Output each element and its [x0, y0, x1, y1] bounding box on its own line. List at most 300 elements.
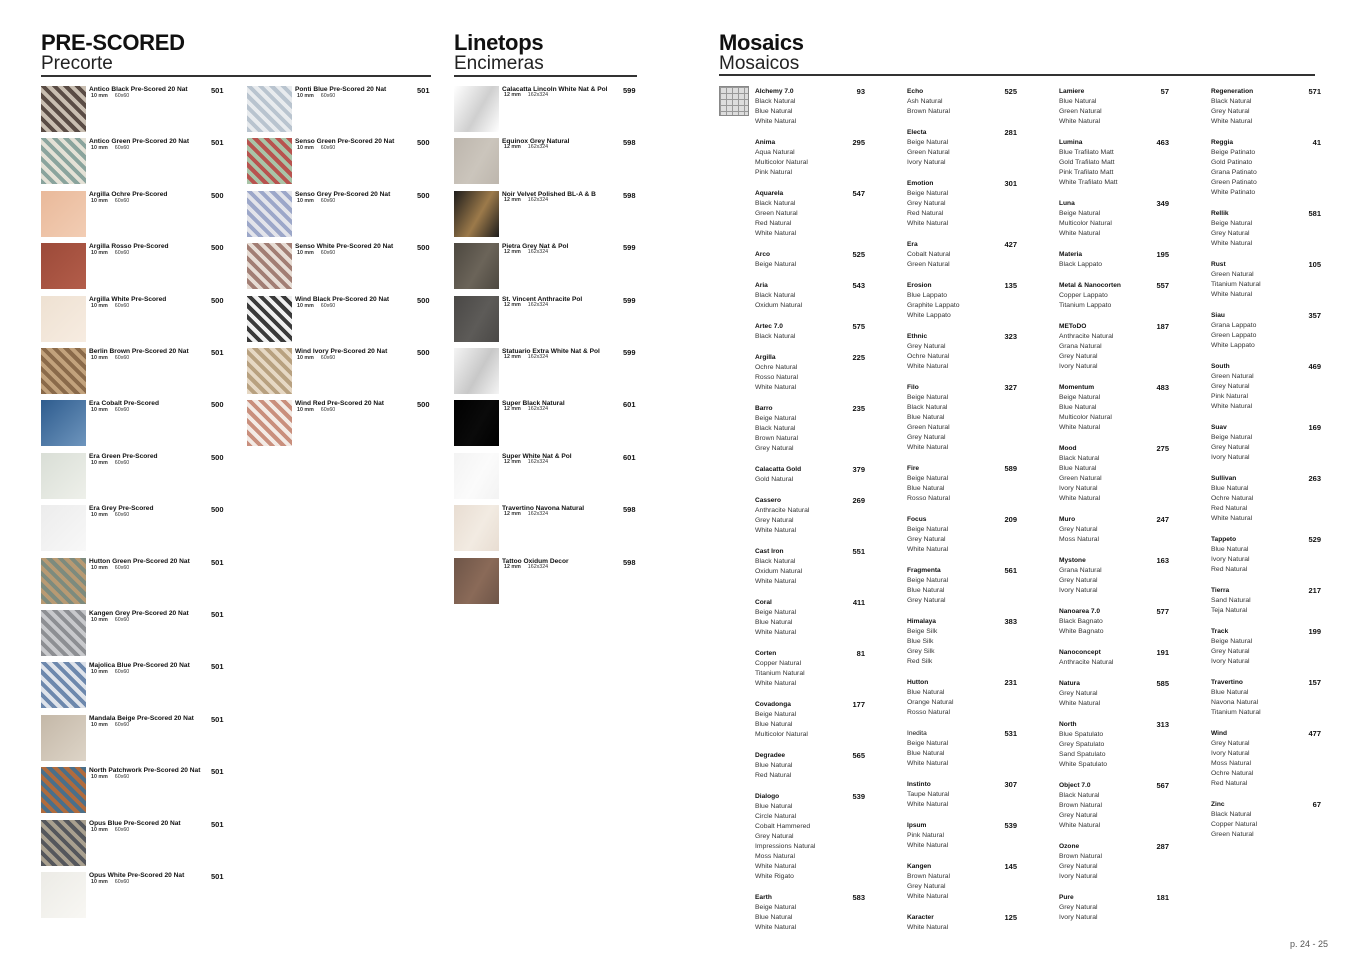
product-spec — [504, 144, 548, 150]
product-thickness: 12 mm — [504, 354, 521, 360]
tile-swatch-image — [247, 138, 292, 184]
product-page: 500 — [211, 190, 224, 200]
mosaic-page: 551 — [852, 547, 865, 556]
mosaic-column — [907, 87, 1017, 944]
mosaic-page: 529 — [1308, 535, 1321, 544]
mosaic-finish: Blue Natural — [907, 414, 945, 421]
product-page: 599 — [623, 348, 636, 357]
tile-swatch-image — [41, 820, 86, 866]
mosaic-finish: Pink Natural — [1211, 393, 1249, 400]
product-thickness: 10 mm — [297, 250, 314, 257]
product-thickness: 10 mm — [297, 302, 314, 309]
mosaic-item — [755, 547, 865, 587]
mosaic-finish: Navona Natural — [1211, 699, 1259, 706]
mosaic-item — [1211, 311, 1321, 351]
mosaic-finish: Blue Trafilato Matt — [1059, 149, 1114, 156]
product-thickness: 12 mm — [504, 301, 521, 308]
mosaic-item — [755, 322, 865, 342]
linetop-item — [454, 505, 639, 555]
mosaic-finish: Multicolor Natural — [755, 159, 808, 166]
prescored-item — [247, 86, 447, 134]
product-name: Argilla White Pre-Scored — [89, 295, 167, 303]
mosaic-page: 281 — [1004, 128, 1017, 137]
mosaic-finish: Beige Natural — [907, 475, 949, 482]
mosaic-item — [907, 678, 1017, 718]
mosaic-finish: Impressions Natural — [755, 843, 816, 850]
mosaic-finish: Anthracite Natural — [755, 507, 810, 514]
mosaic-finish: Blue Natural — [1211, 546, 1249, 553]
tile-swatch-image — [41, 296, 86, 342]
product-page: 501 — [211, 348, 224, 357]
product-name: Wind Red Pre-Scored 20 Nat — [295, 400, 384, 408]
mosaic-name: Himalaya — [907, 618, 936, 625]
product-size: 60x60 — [114, 617, 130, 623]
mosaic-finish: Pink Trafilato Matt — [1059, 169, 1114, 176]
product-spec — [91, 774, 129, 780]
mosaic-finish: Blue Natural — [755, 762, 793, 769]
mosaic-finish: White Natural — [1211, 118, 1253, 125]
mosaic-finish: White Natural — [907, 444, 949, 451]
tile-swatch-image — [41, 453, 86, 499]
product-thickness: 12 mm — [504, 196, 521, 203]
product-spec — [297, 250, 335, 256]
mosaic-name: Calacatta Gold — [755, 466, 802, 473]
product-spec — [504, 92, 548, 98]
mosaic-item — [907, 383, 1017, 453]
mosaic-finish: Grey Silk — [907, 648, 935, 655]
product-name: Era Cobalt Pre-Scored — [89, 400, 159, 408]
mosaic-name: Cast Iron — [755, 548, 784, 555]
mosaic-page: 187 — [1156, 322, 1169, 331]
mosaic-item — [1059, 679, 1169, 709]
product-thickness: 10 mm — [91, 512, 108, 519]
mosaic-finish: Cobalt Hammered — [755, 823, 811, 830]
mosaic-item — [907, 179, 1017, 229]
mosaic-finish: White Natural — [1059, 700, 1101, 707]
mosaic-finish: White Natural — [755, 924, 797, 931]
mosaic-finish: Multicolor Natural — [1059, 220, 1112, 227]
mosaic-finish: Multicolor Natural — [1059, 414, 1112, 421]
product-size: 162x324 — [527, 249, 549, 256]
product-page: 501 — [211, 86, 224, 95]
mosaic-name: Nanoarea 7.0 — [1059, 608, 1101, 615]
mosaic-page: 349 — [1156, 199, 1169, 208]
mosaic-item — [1211, 535, 1321, 575]
mosaic-name: Emotion — [907, 180, 934, 187]
product-name: Argilla Rosso Pre-Scored — [89, 243, 169, 251]
product-name: Noir Velvet Polished BL-A & B — [502, 190, 596, 198]
mosaic-finish: Ivory Natural — [1059, 363, 1098, 370]
mosaic-finish: Red Silk — [907, 658, 933, 665]
mosaic-finish: Aqua Natural — [755, 149, 795, 156]
mosaic-page: 323 — [1004, 332, 1017, 341]
mosaic-name: Covadonga — [755, 701, 791, 708]
product-page: 501 — [211, 138, 224, 148]
mosaic-item — [755, 404, 865, 454]
mosaic-finish: Grey Natural — [1059, 353, 1098, 360]
mosaic-finish: Ivory Natural — [1211, 556, 1250, 563]
mosaic-item — [907, 617, 1017, 667]
mosaic-item — [1059, 87, 1169, 127]
product-size: 162x324 — [527, 196, 549, 203]
mosaic-finish: Black Natural — [907, 404, 948, 411]
product-size: 162x324 — [527, 563, 549, 570]
product-size: 60x60 — [114, 145, 130, 152]
mosaic-finish: Cobalt Natural — [907, 251, 951, 258]
mosaic-item — [1059, 842, 1169, 882]
product-spec — [91, 617, 129, 623]
mosaic-name: Reggia — [1211, 139, 1233, 146]
mosaic-page: 547 — [852, 189, 865, 198]
product-spec — [91, 722, 129, 728]
mosaic-finish: Blue Natural — [1059, 465, 1097, 472]
mosaic-finish: White Natural — [755, 863, 797, 870]
mosaic-page: 217 — [1308, 586, 1321, 595]
linetops-divider — [454, 75, 637, 77]
mosaic-name: Rust — [1211, 261, 1226, 268]
prescored-item — [41, 610, 241, 658]
mosaic-finish: White Natural — [1211, 291, 1253, 298]
mosaic-item — [1211, 627, 1321, 667]
product-spec — [297, 355, 335, 361]
mosaic-grid-icon — [719, 86, 749, 116]
product-size: 60x60 — [320, 302, 336, 309]
mosaic-name: Mood — [1059, 445, 1077, 452]
mosaic-name: Inedita — [907, 730, 927, 737]
mosaic-item — [755, 893, 865, 933]
mosaic-page: 357 — [1308, 311, 1321, 320]
product-thickness: 10 mm — [91, 145, 108, 152]
product-page: 501 — [211, 714, 224, 724]
product-name: Pietra Grey Nat & Pol — [502, 243, 569, 251]
mosaic-item — [1059, 322, 1169, 372]
product-size: 60x60 — [320, 93, 336, 99]
mosaic-name: Lamiere — [1059, 88, 1085, 95]
prescored-item — [41, 348, 241, 396]
product-thickness: 10 mm — [91, 93, 108, 99]
mosaic-page: 235 — [852, 404, 865, 413]
mosaic-finish: Green Natural — [1211, 373, 1254, 380]
mosaic-page: 67 — [1312, 800, 1321, 809]
prescored-item — [41, 820, 241, 868]
product-size: 60x60 — [114, 250, 130, 257]
mosaic-item — [1059, 444, 1169, 504]
mosaic-page: 525 — [852, 250, 865, 259]
mosaic-page: 93 — [856, 87, 865, 96]
product-spec — [91, 565, 129, 571]
mosaic-finish: Beige Natural — [755, 609, 797, 616]
mosaic-item — [755, 250, 865, 270]
mosaic-finish: Blue Lappato — [907, 292, 948, 299]
mosaic-page: 145 — [1004, 862, 1017, 871]
mosaic-page: 531 — [1004, 729, 1017, 738]
product-name: Travertino Navona Natural — [502, 505, 585, 513]
product-name: Berlin Brown Pre-Scored 20 Nat — [89, 348, 189, 355]
tile-swatch-image — [41, 191, 86, 237]
product-page: 601 — [623, 452, 636, 462]
product-thickness: 10 mm — [91, 826, 108, 833]
product-size: 60x60 — [114, 564, 130, 571]
product-name: Era Green Pre-Scored — [89, 452, 158, 460]
mosaic-item — [1211, 474, 1321, 524]
prescored-item — [41, 453, 241, 501]
mosaic-page: 181 — [1156, 893, 1169, 902]
mosaic-page: 287 — [1156, 842, 1169, 851]
mosaic-page: 427 — [1004, 240, 1017, 249]
mosaic-finish: Beige Natural — [1059, 394, 1101, 401]
linetop-item — [454, 243, 639, 293]
product-size: 162x324 — [527, 511, 549, 518]
product-spec — [91, 407, 129, 413]
product-spec — [91, 145, 129, 151]
tile-swatch-image — [247, 86, 292, 132]
mosaic-item — [1211, 362, 1321, 412]
mosaic-finish: White Bagnato — [1059, 628, 1104, 635]
mosaic-page: 269 — [852, 496, 865, 505]
mosaic-page: 263 — [1308, 474, 1321, 483]
mosaic-page: 307 — [1004, 780, 1017, 789]
product-name: Calacatta Lincoln White Nat & Pol — [502, 86, 608, 93]
product-page: 500 — [211, 295, 224, 305]
mosaic-finish: Grana Patinato — [1211, 169, 1257, 176]
product-page: 500 — [417, 243, 430, 253]
product-page: 598 — [623, 557, 636, 567]
mosaic-finish: Grey Natural — [1211, 648, 1250, 655]
prescored-item — [41, 872, 241, 920]
mosaic-column — [755, 87, 865, 944]
product-page: 501 — [211, 662, 224, 672]
mosaic-finish: Red Natural — [1211, 780, 1248, 787]
product-name: Kangen Grey Pre-Scored 20 Nat — [89, 610, 189, 617]
mosaic-finish: Multicolor Natural — [755, 731, 808, 738]
mosaic-finish: White Trafilato Matt — [1059, 179, 1118, 186]
tile-swatch-image — [41, 610, 86, 656]
mosaic-finish: Blue Natural — [755, 914, 793, 921]
mosaic-name: Fragmenta — [907, 567, 941, 574]
mosaic-finish: White Natural — [907, 546, 949, 553]
mosaic-finish: Circle Natural — [755, 813, 797, 820]
page-number: p. 24 - 25 — [1289, 939, 1328, 949]
product-name: Super Black Natural — [502, 400, 565, 408]
product-thickness: 10 mm — [91, 302, 108, 309]
mosaic-finish: Blue Natural — [907, 689, 945, 696]
mosaic-finish: Blue Natural — [755, 803, 793, 810]
mosaic-finish: White Patinato — [1211, 189, 1256, 196]
mosaic-column — [1211, 87, 1321, 851]
mosaic-finish: Black Lappato — [1059, 261, 1103, 268]
mosaic-finish: Brown Natural — [907, 873, 951, 880]
product-name: St. Vincent Anthracite Pol — [502, 295, 583, 303]
mosaic-name: Dialogo — [755, 793, 780, 800]
product-name: Opus White Pre-Scored 20 Nat — [89, 872, 185, 879]
prescored-item — [41, 400, 241, 448]
mosaic-item — [755, 649, 865, 689]
mosaic-finish: White Natural — [907, 924, 949, 931]
mosaic-finish: Beige Natural — [907, 577, 949, 584]
product-size: 60x60 — [114, 721, 130, 728]
slab-swatch-image — [454, 558, 499, 604]
mosaic-finish: Blue Natural — [755, 108, 793, 115]
mosaic-finish: Moss Natural — [1059, 536, 1100, 543]
mosaic-item — [1059, 781, 1169, 831]
product-thickness: 12 mm — [504, 563, 521, 570]
mosaic-name: Anima — [755, 139, 776, 146]
product-spec — [91, 303, 129, 309]
mosaic-page: 577 — [1156, 607, 1169, 616]
product-thickness: 10 mm — [91, 721, 108, 728]
mosaic-finish: Green Patinato — [1211, 179, 1257, 186]
mosaic-finish: Grana Lappato — [1211, 322, 1257, 329]
mosaic-item — [1211, 586, 1321, 616]
mosaic-finish: Titanium Lappato — [1059, 302, 1112, 309]
mosaic-name: Aquarela — [755, 190, 784, 197]
product-spec — [91, 93, 129, 99]
product-page: 501 — [211, 557, 224, 567]
mosaic-finish: Blue Natural — [1211, 485, 1249, 492]
mosaic-item — [1059, 138, 1169, 188]
product-size: 60x60 — [320, 407, 336, 414]
mosaic-finish: Beige Natural — [755, 415, 797, 422]
product-size: 60x60 — [114, 93, 130, 99]
mosaic-finish: Ivory Natural — [1211, 454, 1250, 461]
mosaic-page: 571 — [1308, 87, 1321, 96]
slab-swatch-image — [454, 348, 499, 394]
mosaic-item — [907, 464, 1017, 504]
mosaic-page: 81 — [856, 649, 865, 658]
mosaic-finish: Grey Natural — [1059, 863, 1098, 870]
product-name: Wind Ivory Pre-Scored 20 Nat — [295, 348, 388, 355]
mosaic-page: 575 — [852, 322, 865, 331]
prescored-item — [247, 296, 447, 344]
linetops-title: Linetops — [454, 30, 544, 55]
slab-swatch-image — [454, 296, 499, 342]
mosaic-finish: Black Natural — [1059, 455, 1100, 462]
mosaic-name: Kangen — [907, 863, 932, 870]
product-size: 60x60 — [114, 459, 130, 466]
tile-swatch-image — [41, 505, 86, 551]
linetop-item — [454, 138, 639, 188]
mosaic-name: Arco — [755, 251, 771, 258]
product-spec — [504, 302, 548, 308]
mosaic-finish: Ivory Natural — [1059, 873, 1098, 880]
mosaic-finish: Pink Natural — [907, 832, 945, 839]
linetop-item — [454, 558, 639, 608]
mosaic-finish: Green Natural — [1211, 271, 1254, 278]
mosaic-page: 543 — [852, 281, 865, 290]
product-spec — [91, 512, 129, 518]
mosaic-finish: Beige Silk — [907, 628, 938, 635]
mosaic-name: Momentum — [1059, 384, 1095, 391]
product-size: 162x324 — [527, 92, 549, 98]
mosaic-finish: Beige Natural — [907, 190, 949, 197]
mosaic-item — [1211, 678, 1321, 718]
mosaic-finish: White Natural — [1059, 118, 1101, 125]
mosaic-finish: Beige Natural — [1211, 220, 1253, 227]
mosaic-item — [755, 792, 865, 882]
mosaic-finish: Black Bagnato — [1059, 618, 1103, 625]
product-spec — [91, 879, 129, 885]
mosaic-page: 525 — [1004, 87, 1017, 96]
mosaic-name: Earth — [755, 894, 772, 901]
product-page: 501 — [211, 872, 224, 881]
mosaic-item — [1211, 800, 1321, 840]
mosaic-finish: Black Natural — [755, 333, 796, 340]
product-name: Wind Black Pre-Scored 20 Nat — [295, 295, 390, 303]
mosaic-finish: Green Natural — [907, 149, 950, 156]
mosaic-page: 177 — [852, 700, 865, 709]
product-page: 500 — [211, 452, 224, 462]
mosaic-name: Alchemy 7.0 — [755, 88, 794, 95]
mosaic-finish: White Lappato — [1211, 342, 1255, 349]
product-spec — [297, 145, 335, 151]
mosaic-finish: Grey Natural — [1211, 444, 1250, 451]
mosaic-finish: Beige Natural — [755, 711, 797, 718]
linetop-item — [454, 191, 639, 241]
mosaic-page: 313 — [1156, 720, 1169, 729]
prescored-item — [41, 86, 241, 134]
mosaic-finish: Green Natural — [907, 261, 950, 268]
mosaics-divider — [719, 74, 1315, 76]
product-thickness: 10 mm — [91, 774, 108, 781]
mosaic-name: METoDO — [1059, 323, 1087, 330]
product-page: 598 — [623, 138, 636, 148]
product-size: 60x60 — [114, 355, 130, 361]
product-page: 500 — [211, 243, 224, 253]
product-size: 60x60 — [114, 774, 130, 781]
mosaic-finish: Grey Natural — [1059, 577, 1098, 584]
product-size: 60x60 — [114, 407, 130, 414]
mosaic-item — [1211, 423, 1321, 463]
mosaic-finish: Anthracite Natural — [1059, 659, 1114, 666]
mosaic-name: Electa — [907, 129, 927, 136]
product-name: Antico Black Pre-Scored 20 Nat — [89, 86, 188, 93]
mosaic-finish: Blue Natural — [1059, 404, 1097, 411]
mosaic-finish: Ivory Natural — [1211, 750, 1250, 757]
mosaic-name: Barro — [755, 405, 773, 412]
mosaic-finish: Brown Natural — [1059, 802, 1103, 809]
mosaic-item — [755, 751, 865, 781]
product-thickness: 12 mm — [504, 511, 521, 518]
mosaic-finish: Pink Natural — [755, 169, 793, 176]
mosaic-item — [907, 515, 1017, 555]
mosaic-item — [1059, 607, 1169, 637]
product-thickness: 12 mm — [504, 406, 521, 413]
prescored-item — [41, 558, 241, 606]
mosaic-page: 105 — [1308, 260, 1321, 269]
product-page: 599 — [623, 243, 636, 253]
mosaic-finish: Grey Natural — [907, 536, 946, 543]
mosaic-finish: Blue Spatulato — [1059, 731, 1104, 738]
linetops-subtitle: Encimeras — [454, 53, 544, 74]
product-thickness: 10 mm — [91, 669, 108, 676]
mosaic-item — [907, 87, 1017, 117]
mosaic-page: 581 — [1308, 209, 1321, 218]
linetop-item — [454, 296, 639, 346]
mosaic-item — [1059, 515, 1169, 545]
mosaic-item — [1211, 138, 1321, 198]
mosaic-item — [1059, 199, 1169, 239]
mosaic-finish: Anthracite Natural — [1059, 333, 1114, 340]
product-size: 60x60 — [320, 250, 336, 257]
mosaic-finish: Blue Natural — [907, 750, 945, 757]
product-name: Argilla Ochre Pre-Scored — [89, 190, 168, 198]
mosaic-page: 163 — [1156, 556, 1169, 565]
product-page: 599 — [623, 86, 636, 95]
mosaic-name: Rellik — [1211, 210, 1229, 217]
mosaic-name: Instinto — [907, 781, 931, 788]
product-name: Senso Green Pre-Scored 20 Nat — [295, 138, 395, 146]
product-size: 60x60 — [114, 302, 130, 309]
